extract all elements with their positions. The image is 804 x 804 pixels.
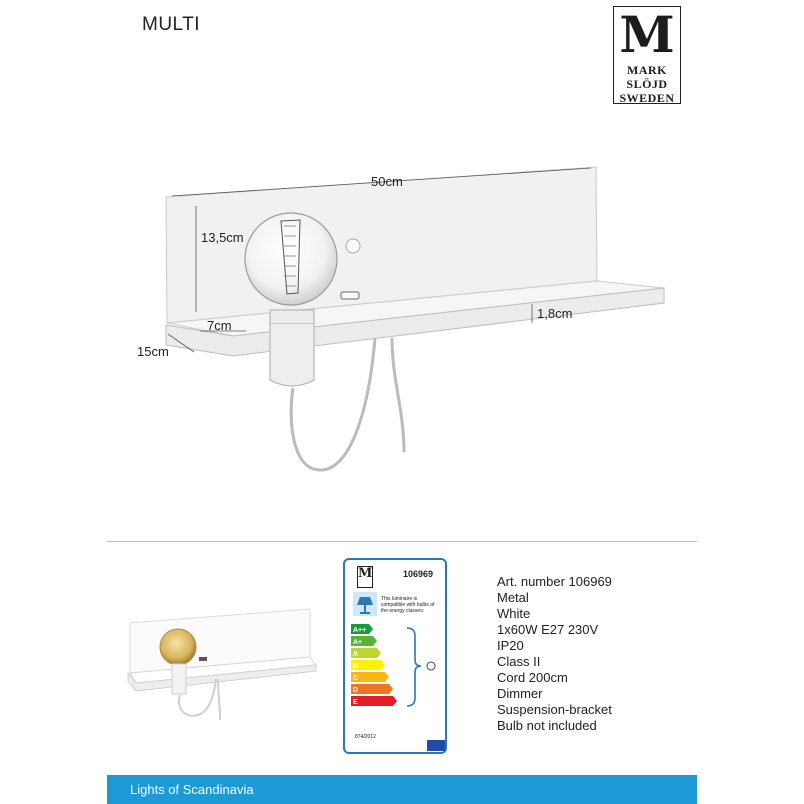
logo-line-1: MARK <box>627 63 667 77</box>
energy-class-label: D <box>353 687 359 694</box>
energy-class-label: A+ <box>353 639 363 646</box>
footer-text: Lights of Scandinavia <box>130 782 254 797</box>
energy-class-label: C <box>353 675 359 682</box>
logo-line-2: SLÖJD <box>626 77 668 91</box>
energy-class-bar <box>351 696 397 706</box>
dimension-offset: 7cm <box>207 318 232 333</box>
spec-list <box>497 574 612 734</box>
energy-class-label: A++ <box>353 627 367 634</box>
section-divider <box>107 541 697 542</box>
spec-item: Dimmer <box>497 686 543 701</box>
dimension-width: 50cm <box>371 174 403 189</box>
dimension-depth: 15cm <box>137 344 169 359</box>
spec-item: Class II <box>497 654 541 669</box>
logo-line-3: SWEDEN <box>619 91 675 105</box>
spec-item: Cord 200cm <box>497 670 568 685</box>
dimension-height: 13,5cm <box>201 230 244 245</box>
energy-class-scale <box>351 622 443 712</box>
spec-item: Bulb not included <box>497 718 597 733</box>
label-regulation: 874/2012 <box>355 734 376 740</box>
label-article-number: 106969 <box>403 569 434 579</box>
eu-flag-icon <box>427 740 445 751</box>
label-brand-logo: M <box>357 566 373 588</box>
energy-label <box>343 558 447 754</box>
energy-class-label: A <box>353 651 359 658</box>
bulb <box>245 213 337 305</box>
dimension-lip: 1,8cm <box>537 306 573 321</box>
usb-port <box>341 292 359 299</box>
spec-item: IP20 <box>497 638 524 653</box>
footer-bar <box>107 775 697 804</box>
logo-mark: M <box>619 5 675 64</box>
product-title: MULTI <box>142 14 201 35</box>
label-compatibility-note: This luminaire is compatible with bulbs of the energy classes: <box>381 596 435 614</box>
spec-item: Suspension-bracket <box>497 702 612 717</box>
energy-class-label: E <box>353 699 358 706</box>
spec-item: Art. number 106969 <box>497 574 612 589</box>
spec-item: White <box>497 606 531 621</box>
spec-item: 1x60W E27 230V <box>497 622 599 637</box>
lamp-icon <box>353 592 377 616</box>
energy-class-label: B <box>353 663 359 670</box>
spec-item: Metal <box>497 590 529 605</box>
dimmer-knob <box>346 239 360 253</box>
product-photo <box>110 595 320 725</box>
